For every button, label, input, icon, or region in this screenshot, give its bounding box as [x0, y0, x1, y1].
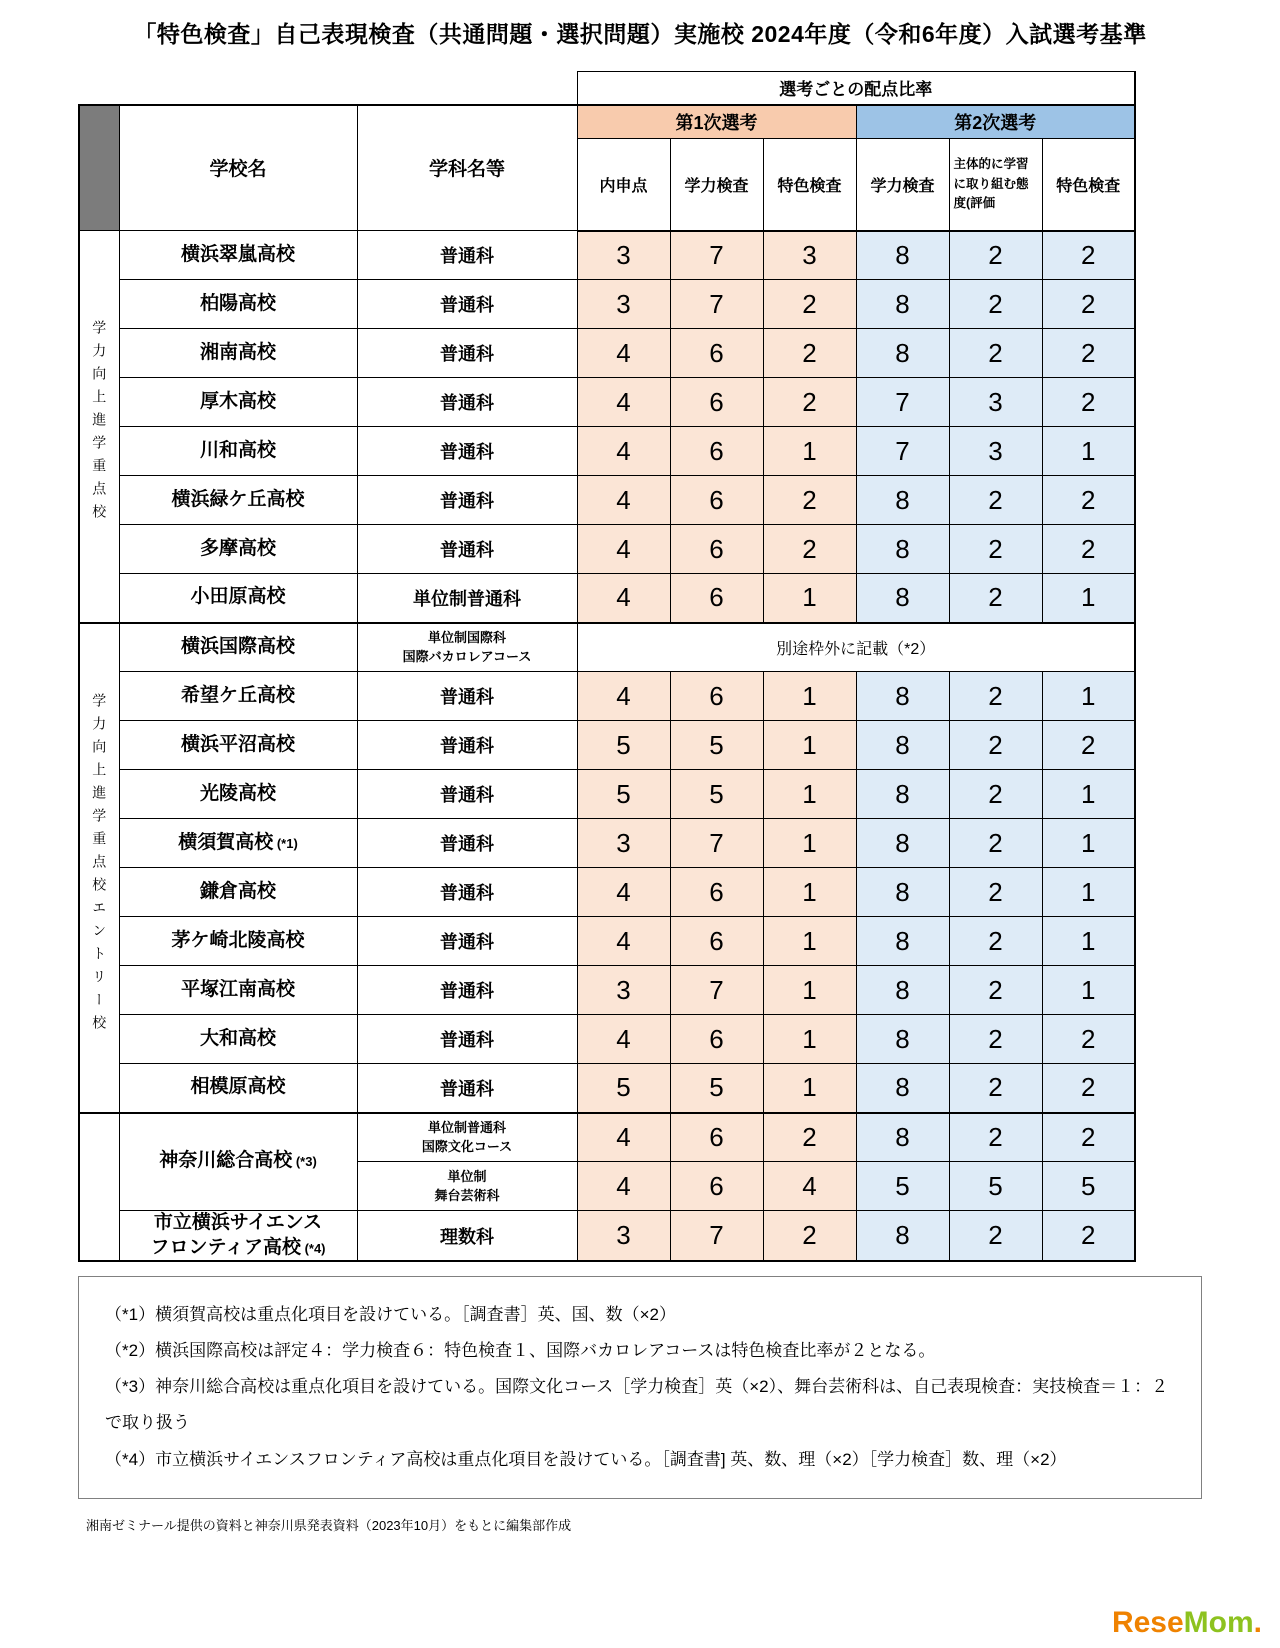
score-value: 7 — [856, 427, 949, 476]
school-name: 湘南高校 — [119, 329, 357, 378]
ratio-header-row — [79, 72, 1135, 105]
score-value: 8 — [856, 476, 949, 525]
department-name: 普通科 — [357, 427, 577, 476]
score-value: 1 — [763, 574, 856, 623]
school-name: 小田原高校 — [119, 574, 357, 623]
score-value: 4 — [577, 1015, 670, 1064]
criteria-table — [78, 71, 1136, 1262]
score-value: 2 — [949, 574, 1042, 623]
score-value: 7 — [670, 231, 763, 280]
page-title: 「特色検査」自己表現検査（共通問題・選択問題）実施校 2024年度（令和6年度）入試選考基準 — [133, 21, 1147, 47]
logo-dot: . — [1253, 1606, 1262, 1639]
score-value: 4 — [577, 672, 670, 721]
score-value: 4 — [577, 378, 670, 427]
score-value: 6 — [670, 329, 763, 378]
score-value: 8 — [856, 966, 949, 1015]
score-value: 2 — [949, 1064, 1042, 1113]
score-value: 2 — [949, 231, 1042, 280]
school-footnote-ref: (*4) — [300, 1240, 326, 1256]
resemom-logo — [1112, 1606, 1262, 1640]
table-row — [79, 1113, 1135, 1162]
score-value: 1 — [1042, 574, 1135, 623]
footnote-4: （*4）市立横浜サイエンスフロンティア高校は重点化項目を設けている。［調査書] 英、数、理（×2）［学力検査］数、理（×2） — [105, 1449, 1067, 1469]
score-value: 8 — [856, 1211, 949, 1262]
school-name: 大和高校 — [119, 1015, 357, 1064]
group-label-text: 学力向上進学重点校エントリー校 — [91, 692, 108, 1038]
score-value: 2 — [949, 525, 1042, 574]
score-value: 2 — [1042, 1015, 1135, 1064]
department-name: 単位制国際科 国際バカロレアコース — [357, 623, 577, 672]
score-value: 6 — [670, 1015, 763, 1064]
score-value: 6 — [670, 476, 763, 525]
score-value: 8 — [856, 868, 949, 917]
score-value: 5 — [670, 1064, 763, 1113]
score-value: 2 — [763, 1211, 856, 1262]
column-header-6: 特色検査 — [1042, 139, 1135, 231]
department-name: 普通科 — [357, 672, 577, 721]
score-value: 5 — [949, 1162, 1042, 1211]
score-value: 8 — [856, 1113, 949, 1162]
score-value: 2 — [949, 476, 1042, 525]
score-value: 1 — [1042, 672, 1135, 721]
department-name: 普通科 — [357, 329, 577, 378]
score-value: 2 — [1042, 1113, 1135, 1162]
table-row — [79, 574, 1135, 623]
score-value: 1 — [763, 770, 856, 819]
score-value: 4 — [577, 427, 670, 476]
score-value: 8 — [856, 819, 949, 868]
special-note-cell: 別途枠外に記載（*2） — [577, 623, 1135, 672]
table-row — [79, 231, 1135, 280]
score-value: 2 — [949, 819, 1042, 868]
school-name: 横浜国際高校 — [119, 623, 357, 672]
score-value: 8 — [856, 574, 949, 623]
score-value: 5 — [577, 770, 670, 819]
score-value: 5 — [577, 1064, 670, 1113]
table-row — [79, 280, 1135, 329]
score-value: 1 — [1042, 770, 1135, 819]
score-value: 2 — [949, 1211, 1042, 1262]
score-value: 1 — [1042, 427, 1135, 476]
table-row — [79, 819, 1135, 868]
department-name: 普通科 — [357, 280, 577, 329]
score-value: 7 — [670, 280, 763, 329]
score-value: 6 — [670, 868, 763, 917]
school-column-header: 学校名 — [119, 105, 357, 231]
score-value: 3 — [577, 966, 670, 1015]
score-value: 2 — [763, 329, 856, 378]
score-value: 4 — [577, 868, 670, 917]
score-value: 4 — [577, 1162, 670, 1211]
table-row — [79, 623, 1135, 672]
school-name: 横須賀高校 (*1) — [119, 819, 357, 868]
score-value: 8 — [856, 721, 949, 770]
second-selection-header: 第2次選考 — [856, 105, 1135, 139]
score-value: 1 — [1042, 966, 1135, 1015]
score-value: 5 — [670, 721, 763, 770]
score-value: 3 — [949, 427, 1042, 476]
score-value: 3 — [949, 378, 1042, 427]
footnote-3: （*3）神奈川総合高校は重点化項目を設けている。国際文化コース［学力検査］英（×2）、舞台芸術科は、自己表現検査：実技検査＝１：２で取り扱う — [105, 1377, 1169, 1433]
spacer-cell — [79, 72, 577, 105]
score-value: 2 — [949, 1113, 1042, 1162]
score-value: 6 — [670, 574, 763, 623]
score-value: 4 — [577, 1113, 670, 1162]
score-value: 2 — [763, 378, 856, 427]
score-value: 6 — [670, 1113, 763, 1162]
department-name: 普通科 — [357, 917, 577, 966]
table-row — [79, 378, 1135, 427]
score-value: 2 — [1042, 525, 1135, 574]
table-row — [79, 1015, 1135, 1064]
score-value: 5 — [670, 770, 763, 819]
score-value: 5 — [1042, 1162, 1135, 1211]
score-value: 5 — [577, 721, 670, 770]
score-value: 7 — [670, 1211, 763, 1262]
score-value: 2 — [1042, 378, 1135, 427]
score-value: 3 — [577, 1211, 670, 1262]
department-name: 普通科 — [357, 525, 577, 574]
score-value: 1 — [763, 1064, 856, 1113]
score-value: 5 — [856, 1162, 949, 1211]
school-name: 平塚江南高校 — [119, 966, 357, 1015]
score-value: 6 — [670, 378, 763, 427]
ratio-title: 選考ごとの配点比率 — [577, 72, 1135, 105]
score-value: 2 — [1042, 329, 1135, 378]
score-value: 2 — [949, 329, 1042, 378]
logo-text-rese: Rese — [1111, 1606, 1184, 1639]
column-header-1: 内申点 — [577, 139, 670, 231]
score-value: 2 — [763, 280, 856, 329]
score-value: 2 — [1042, 721, 1135, 770]
score-value: 1 — [1042, 917, 1135, 966]
score-value: 2 — [1042, 476, 1135, 525]
score-value: 2 — [949, 868, 1042, 917]
department-name: 普通科 — [357, 966, 577, 1015]
score-value: 1 — [763, 966, 856, 1015]
score-value: 2 — [949, 917, 1042, 966]
footnote-1: （*1）横須賀高校は重点化項目を設けている。［調査書］英、国、数（×2） — [105, 1305, 676, 1325]
score-value: 2 — [763, 1113, 856, 1162]
score-value: 3 — [577, 231, 670, 280]
score-value: 1 — [763, 427, 856, 476]
score-value: 2 — [1042, 231, 1135, 280]
first-selection-header: 第1次選考 — [577, 105, 856, 139]
score-value: 4 — [577, 525, 670, 574]
group-label-text: 学力向上進学重点校 — [91, 320, 108, 528]
department-name: 理数科 — [357, 1211, 577, 1262]
department-name: 普通科 — [357, 1064, 577, 1113]
score-value: 8 — [856, 770, 949, 819]
department-name: 普通科 — [357, 1015, 577, 1064]
score-value: 6 — [670, 427, 763, 476]
department-name: 普通科 — [357, 819, 577, 868]
column-header-2: 学力検査 — [670, 139, 763, 231]
score-value: 8 — [856, 231, 949, 280]
score-value: 1 — [1042, 819, 1135, 868]
table-row — [79, 476, 1135, 525]
column-header-4: 学力検査 — [856, 139, 949, 231]
school-name: 厚木高校 — [119, 378, 357, 427]
selection-header-row — [79, 105, 1135, 139]
group-label — [79, 623, 119, 1113]
score-value: 4 — [577, 476, 670, 525]
table-row — [79, 917, 1135, 966]
school-name: 鎌倉高校 — [119, 868, 357, 917]
score-value: 3 — [577, 280, 670, 329]
score-value: 1 — [763, 868, 856, 917]
school-name: 柏陽高校 — [119, 280, 357, 329]
school-name: 希望ケ丘高校 — [119, 672, 357, 721]
school-footnote-ref: (*3) — [292, 1154, 317, 1170]
department-name: 単位制普通科 — [357, 574, 577, 623]
footnotes-box — [78, 1276, 1202, 1498]
table-row — [79, 672, 1135, 721]
group-column-header — [79, 105, 119, 231]
school-name: 川和高校 — [119, 427, 357, 476]
score-value: 1 — [763, 917, 856, 966]
score-value: 2 — [949, 1015, 1042, 1064]
score-value: 2 — [949, 770, 1042, 819]
score-value: 8 — [856, 1015, 949, 1064]
score-value: 6 — [670, 672, 763, 721]
score-value: 2 — [1042, 280, 1135, 329]
department-name: 普通科 — [357, 476, 577, 525]
score-value: 1 — [763, 672, 856, 721]
footnote-2: （*2）横浜国際高校は評定４：学力検査６：特色検査１、国際バカロレアコースは特色検査比率が２となる。 — [105, 1341, 936, 1361]
score-value: 6 — [670, 917, 763, 966]
score-value: 8 — [856, 329, 949, 378]
logo-text-mom: Mom — [1183, 1606, 1254, 1639]
score-value: 2 — [949, 721, 1042, 770]
table-row — [79, 966, 1135, 1015]
score-value: 3 — [577, 819, 670, 868]
school-footnote-ref: (*1) — [273, 835, 298, 851]
school-name: 相模原高校 — [119, 1064, 357, 1113]
score-value: 8 — [856, 280, 949, 329]
table-row — [79, 721, 1135, 770]
score-value: 2 — [949, 672, 1042, 721]
source-credit: 湘南ゼミナール提供の資料と神奈川県発表資料（2023年10月）をもとに編集部作成 — [86, 1517, 572, 1533]
department-name: 普通科 — [357, 721, 577, 770]
score-value: 1 — [763, 1015, 856, 1064]
table-row — [79, 770, 1135, 819]
table-row — [79, 329, 1135, 378]
score-value: 1 — [1042, 868, 1135, 917]
score-value: 1 — [763, 819, 856, 868]
school-name: 横浜翠嵐高校 — [119, 231, 357, 280]
table-row — [79, 1064, 1135, 1113]
score-value: 2 — [949, 966, 1042, 1015]
department-name: 単位制普通科 国際文化コース — [357, 1113, 577, 1162]
school-name: 市立横浜サイエンス フロンティア高校 (*4) — [119, 1211, 357, 1262]
score-value: 1 — [763, 721, 856, 770]
school-name: 横浜緑ケ丘高校 — [119, 476, 357, 525]
score-value: 6 — [670, 525, 763, 574]
score-value: 7 — [670, 966, 763, 1015]
score-value: 6 — [670, 1162, 763, 1211]
school-name: 横浜平沼高校 — [119, 721, 357, 770]
school-name: 光陵高校 — [119, 770, 357, 819]
score-value: 4 — [577, 329, 670, 378]
score-value: 7 — [670, 819, 763, 868]
group-label — [79, 231, 119, 623]
score-value: 8 — [856, 917, 949, 966]
score-value: 2 — [763, 525, 856, 574]
column-header-3: 特色検査 — [763, 139, 856, 231]
table-row — [79, 1211, 1135, 1262]
table-row — [79, 868, 1135, 917]
score-value: 2 — [1042, 1211, 1135, 1262]
table-row — [79, 525, 1135, 574]
score-value: 4 — [763, 1162, 856, 1211]
department-name: 普通科 — [357, 770, 577, 819]
department-name: 単位制 舞台芸術科 — [357, 1162, 577, 1211]
school-name: 多摩高校 — [119, 525, 357, 574]
score-value: 8 — [856, 1064, 949, 1113]
table-row — [79, 427, 1135, 476]
school-name: 茅ケ崎北陵高校 — [119, 917, 357, 966]
score-value: 4 — [577, 917, 670, 966]
score-value: 7 — [856, 378, 949, 427]
department-name: 普通科 — [357, 868, 577, 917]
score-value: 8 — [856, 525, 949, 574]
score-value: 2 — [1042, 1064, 1135, 1113]
dept-column-header: 学科名等 — [357, 105, 577, 231]
department-name: 普通科 — [357, 231, 577, 280]
department-name: 普通科 — [357, 378, 577, 427]
score-value: 8 — [856, 672, 949, 721]
school-name: 神奈川総合高校 (*3) — [119, 1113, 357, 1211]
group-label — [79, 1113, 119, 1262]
score-value: 4 — [577, 574, 670, 623]
column-header-5: 主体的に学習に取り組む態度(評価 — [949, 139, 1042, 231]
score-value: 2 — [763, 476, 856, 525]
score-value: 3 — [763, 231, 856, 280]
score-value: 2 — [949, 280, 1042, 329]
